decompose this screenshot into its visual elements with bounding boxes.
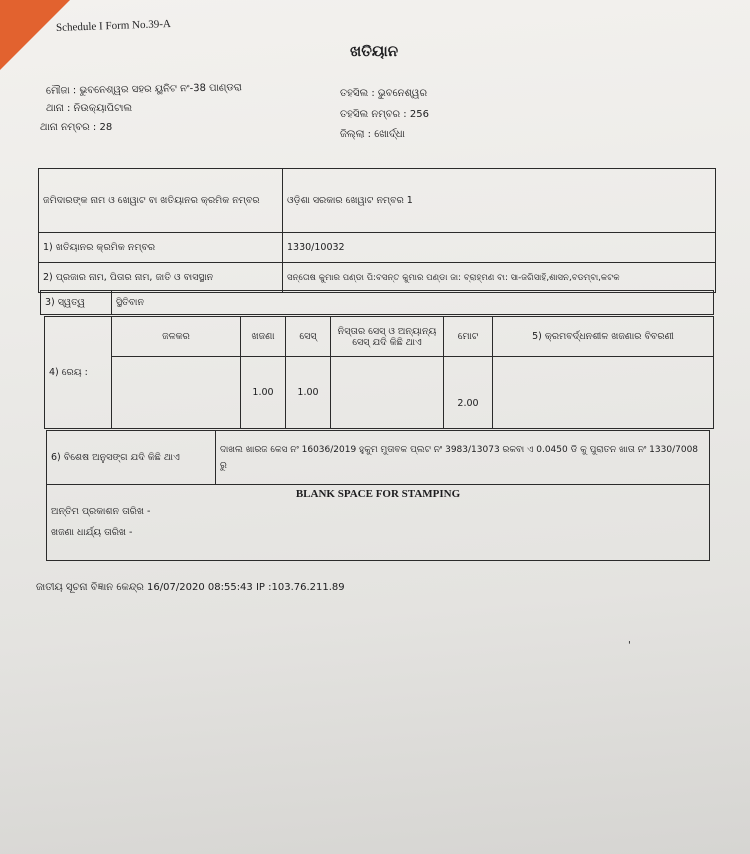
khatiyan-serial-label-cell — [39, 233, 283, 263]
rent-col-khajana — [241, 317, 286, 357]
tenant-label: 2) ପ୍ରଜାର ନାମ, ପିତାର ନାମ, ଜାତି ଓ ବାସସ୍ଥାନ — [43, 272, 214, 283]
page-title: ଖତିୟାନ — [350, 42, 399, 60]
mouza-label: ମୌଜା : ଭୁବନେଶ୍ୱର ସହର ୟୁନିଟ ନଂ-38 ପାଣ୍ଡରା — [45, 82, 242, 97]
owner-value-cell — [283, 169, 716, 233]
khatiyan-serial-value: 1330/10032 — [287, 242, 345, 253]
remarks-table — [46, 430, 710, 561]
rent-value-progressive — [493, 357, 714, 429]
owner-label: ଜମିଦାରଙ୍କ ନାମ ଓ ଖେୱାଟ ବା ଖତିୟାନର କ୍ରମିକ ନମ୍ବର — [43, 195, 260, 206]
status-value: ସ୍ଥିତିବାନ — [116, 297, 145, 308]
khatiyan-serial-value-cell — [283, 233, 716, 263]
tahasil-label: ତହସିଲ : ଭୁବନେଶ୍ୱର — [340, 88, 428, 99]
rent-fixation-date: ଖଜଣା ଧାର୍ଯ୍ୟ ତାରିଖ - — [51, 527, 133, 538]
remarks-value-cell — [216, 431, 710, 485]
rent-col-other-cess — [331, 317, 444, 357]
thana-number: ଥାନା ନମ୍ବର : 28 — [40, 122, 113, 133]
status-label: 3) ସ୍ୱତ୍ୱ — [45, 297, 86, 308]
form-number: Schedule I Form No.39-A — [55, 17, 172, 35]
rent-col-water — [112, 317, 241, 357]
rent-col-total — [444, 317, 493, 357]
rent-value-other-cess — [331, 357, 444, 429]
rent-header-khajana: ଖଜଣା — [251, 331, 275, 342]
tenant-label-cell — [39, 263, 283, 293]
final-publication-date: ଅନ୍ତିମ ପ୍ରକାଶନ ତାରିଖ - — [51, 506, 151, 517]
rent-header-water: ଜଳକର — [162, 331, 190, 342]
remarks-label: 6) ବିଶେଷ ଅନୁସଙ୍ଗ ଯଦି କିଛି ଥାଏ — [51, 452, 180, 463]
district-label: ଜିଲ୍ଲା : ଖୋର୍ଦ୍ଧା — [340, 129, 405, 140]
rent-col-progressive — [493, 317, 714, 357]
khatiyan-table — [38, 168, 716, 293]
khatiyan-serial-label: 1) ଖତିୟାନର କ୍ରମିକ ନମ୍ବର — [43, 242, 156, 253]
rent-header-progressive: 5) କ୍ରମବର୍ଦ୍ଧନଶୀଳ ଖଜଣାର ବିବରଣୀ — [532, 331, 674, 342]
rent-total-value: 2.00 — [457, 398, 479, 409]
rent-col-cess — [286, 317, 331, 357]
rent-header-total: ମୋଟ — [457, 331, 479, 342]
rent-value-khajana — [241, 357, 286, 429]
rent-header-other-cess: ନିସ୍ତାର ସେସ୍ ଓ ଅନ୍ୟାନ୍ୟ ସେସ୍ ଯଦି କିଛି ଥାଏ — [337, 325, 437, 348]
rent-header-cess: ସେସ୍ — [299, 331, 317, 342]
stamp-label: BLANK SPACE FOR STAMPING — [295, 488, 461, 500]
status-label-cell — [41, 291, 112, 315]
status-value-cell — [112, 291, 714, 315]
tahasil-number: ତହସିଲ ନମ୍ବର : 256 — [340, 109, 429, 120]
rent-value-cess — [286, 357, 331, 429]
tenant-value: ସନ୍ତୋଷ କୁମାର ପଣ୍ଡା ପି:ବସନ୍ତ କୁମାର ପଣ୍ଡା ଜା: ବ୍ରାହ୍ମଣ ବା: ସା-ଜଗିସାହି,ଶାସନ,ବଡମ୍ବା,କଟକ — [287, 272, 620, 283]
stamp-cell — [47, 485, 710, 561]
rent-label: 4) ରେୟ : — [49, 367, 88, 378]
owner-label-cell — [39, 169, 283, 233]
rent-cess-value: 1.00 — [297, 387, 319, 398]
nic-footer: ଜାତୀୟ ସୂଚନା ବିଜ୍ଞାନ କେନ୍ଦ୍ର 16/07/2020 08:55:43 IP :103.76.211.89 — [36, 582, 345, 593]
status-table — [40, 290, 714, 315]
rent-value-water — [112, 357, 241, 429]
rent-table — [44, 316, 714, 429]
pen-mark: ' — [628, 640, 631, 651]
background-corner — [0, 0, 70, 70]
owner-value: ଓଡ଼ିଶା ସରକାର ଖେୱାଟ ନମ୍ବର 1 — [287, 195, 413, 206]
remarks-value: ଦାଖଲ ଖାରଜ କେସ ନଂ 16036/2019 ହୁକୁମ ମୁତାବକ ପ୍ଲଟ ନଂ 3983/13073 ରକବା ଏ 0.0450 ଡି କୁ ପୁରାତନ ଖାତା ନଂ 1330/7008 ରୁ — [220, 444, 699, 471]
rent-label-cell — [45, 317, 112, 429]
rent-khajana-value: 1.00 — [252, 387, 274, 398]
thana-label: ଥାନା : ନିଉକ୍ୟାପିଟାଲ — [46, 103, 133, 114]
remarks-label-cell — [47, 431, 216, 485]
rent-value-total — [444, 357, 493, 429]
tenant-value-cell — [283, 263, 716, 293]
